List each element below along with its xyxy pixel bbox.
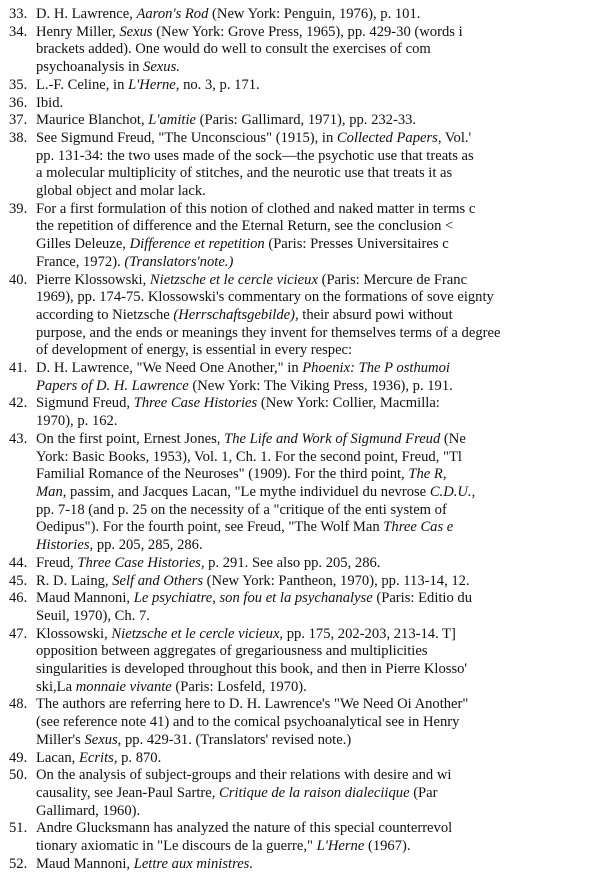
endnote-line — [36, 555, 549, 573]
endnote-line — [36, 130, 549, 148]
endnote — [0, 626, 589, 697]
endnote-line — [36, 767, 549, 785]
text-run: Henry Miller, — [36, 23, 120, 40]
italic-title: The Life and Work of Sigmund Freud — [224, 430, 441, 447]
endnote-line — [36, 820, 549, 838]
endnote-line — [36, 254, 549, 272]
endnote-line — [36, 236, 549, 254]
endnote-line — [36, 750, 549, 768]
endnote-line — [36, 59, 549, 77]
endnote-line — [36, 696, 549, 714]
endnote-number: 44. — [9, 554, 28, 571]
italic-title: Three Case Histories — [133, 395, 258, 412]
italic-title: C.D.U., — [429, 483, 476, 500]
endnote-number: 33. — [9, 6, 28, 22]
text-run: pp. 175, 202-203, 213-14. T] — [283, 625, 456, 642]
text-run: D. H. Lawrence, "We Need One Another," in — [36, 360, 303, 377]
endnote-text — [36, 395, 589, 430]
endnote — [0, 95, 589, 113]
endnote-line — [36, 838, 549, 856]
endnote — [0, 856, 589, 874]
endnote-line — [36, 626, 549, 644]
text-run: psychoanalysis in — [36, 59, 144, 76]
text-run: pp. 7-18 (and p. 25 on the necessity of a "critique of the enti system of — [36, 501, 447, 518]
endnote — [0, 750, 589, 768]
italic-title: Histories, — [36, 537, 94, 554]
endnote-line — [36, 466, 549, 484]
italic-title: Nietzsche et le cercle vicieux — [149, 271, 318, 288]
endnote-line — [36, 573, 549, 591]
endnote-line — [36, 537, 549, 555]
endnote-text — [36, 626, 589, 697]
italic-title: L'amitie — [148, 112, 196, 129]
endnote-line — [36, 289, 549, 307]
text-run: Gallimard, 1960). — [36, 802, 141, 819]
italic-title: Lettre aux ministres. — [133, 855, 254, 872]
italic-title: Sexus. — [143, 59, 180, 76]
endnote-line — [36, 218, 549, 236]
text-run: Seuil, 1970), Ch. 7. — [36, 607, 150, 624]
endnote-line — [36, 112, 549, 130]
text-run: (see reference note 41) and to the comical psychoanalytical see in Henry — [36, 714, 460, 731]
endnote-number: 52. — [9, 855, 28, 872]
endnote-line — [36, 342, 549, 360]
endnote-line — [36, 502, 549, 520]
endnote-line — [36, 661, 549, 679]
italic-title: Difference et repetition — [129, 236, 265, 253]
text-run: (New York: Grove Press, 1965), pp. 429-30 (words i — [152, 23, 463, 40]
endnote-text — [36, 820, 589, 855]
text-run: (Paris: Editio du — [372, 590, 473, 607]
endnote-line — [36, 643, 549, 661]
text-run: 1969), pp. 174-75. Klossowski's commentary on the formations of sove eignty — [36, 289, 494, 306]
text-run: 1970), p. 162. — [36, 413, 118, 430]
text-run: Maud Mannoni, — [36, 855, 134, 872]
text-run: p. 291. See also pp. 205, 286. — [204, 554, 381, 571]
text-run: passim, and Jacques Lacan, "Le mythe individuel du nevrose — [66, 483, 430, 500]
italic-title: (Translators'note.) — [124, 253, 234, 270]
endnote-number: 42. — [9, 395, 28, 412]
endnote-line — [36, 307, 549, 325]
italic-title: Three Cas e — [383, 519, 454, 536]
endnote-text — [36, 112, 589, 130]
italic-title: Sexus — [119, 23, 153, 40]
text-run: Oedipus"). For the fourth point, see Freud, "The Wolf Man — [36, 519, 384, 536]
endnote-line — [36, 785, 549, 803]
italic-title: Sexus, — [84, 731, 122, 748]
text-run: (Par — [409, 784, 438, 801]
endnote-text — [36, 77, 589, 95]
endnote-number: 45. — [9, 572, 28, 589]
endnote — [0, 820, 589, 855]
endnote-text — [36, 201, 589, 272]
endnote-number: 41. — [9, 360, 28, 377]
endnote-line — [36, 77, 549, 95]
italic-title: Self and Others — [112, 572, 204, 589]
text-run: pp. 205, 285, 286. — [93, 537, 203, 554]
text-run: (New York: Penguin, 1976), p. 101. — [208, 6, 421, 22]
italic-title: Ecrits, — [78, 749, 118, 766]
endnote-number: 34. — [9, 23, 28, 40]
text-run: (Paris: Losfeld, 1970). — [171, 678, 307, 695]
italic-title: Le psychiatre, son fou et la psychanalyse — [133, 590, 373, 607]
text-run: Andre Glucksmann has analyzed the nature of this special counterrevol — [36, 820, 453, 837]
endnote-line — [36, 679, 549, 697]
endnote-line — [36, 183, 549, 201]
endnote — [0, 696, 589, 749]
endnote-text — [36, 767, 589, 820]
endnote-text — [36, 590, 589, 625]
text-run: (New York: The Viking Press, 1936), p. 191. — [188, 377, 453, 394]
endnote-number: 43. — [9, 430, 28, 447]
endnote-line — [36, 360, 549, 378]
endnote-line — [36, 395, 549, 413]
endnote — [0, 112, 589, 130]
text-run: Pierre Klossowski, — [36, 271, 150, 288]
endnote — [0, 272, 589, 361]
italic-title: monnaie vivante — [75, 678, 172, 695]
endnote — [0, 24, 589, 77]
text-run: of development of energy, is essential in every respec: — [36, 342, 353, 359]
text-run: causality, see Jean-Paul Sartre, — [36, 784, 220, 801]
text-run: ski,La — [36, 678, 76, 695]
text-run: (New York: Collier, Macmilla: — [257, 395, 440, 412]
endnote-text — [36, 431, 589, 555]
text-run: brackets added). One would do well to consult the exercises of com — [36, 41, 431, 58]
text-run: York: Basic Books, 1953), Vol. 1, Ch. 1. For the second point, Freud, "Tl — [36, 448, 462, 465]
text-run: Miller's — [36, 731, 85, 748]
italic-title: L'Herne — [316, 838, 365, 855]
endnote-text — [36, 360, 589, 395]
text-run: France, 1972). — [36, 253, 125, 270]
text-run: global object and molar lack. — [36, 183, 206, 200]
endnote-line — [36, 803, 549, 821]
text-run: the repetition of difference and the Eternal Return, see the conclusion < — [36, 218, 454, 235]
endnote-text — [36, 856, 589, 874]
italic-title: (Herrschaftsgebilde), — [173, 306, 299, 323]
endnote — [0, 573, 589, 591]
text-run: Ibid. — [36, 94, 64, 111]
text-run: Lacan, — [36, 749, 79, 766]
endnote-line — [36, 95, 549, 113]
text-run: their absurd powi without — [298, 306, 453, 323]
endnote — [0, 395, 589, 430]
endnote-line — [36, 519, 549, 537]
endnote-number: 36. — [9, 94, 28, 111]
endnote — [0, 767, 589, 820]
endnote-text — [36, 696, 589, 749]
text-run: opposition between aggregates of gregariousness and multiplicities — [36, 643, 428, 660]
text-run: On the first point, Ernest Jones, — [36, 430, 225, 447]
endnote-line — [36, 484, 549, 502]
text-run: p. 870. — [117, 749, 162, 766]
text-run: according to Nietzsche — [36, 306, 174, 323]
endnote-number: 50. — [9, 767, 28, 784]
text-run: See Sigmund Freud, "The Unconscious" (1915), in — [36, 129, 337, 146]
endnote-text — [36, 750, 589, 768]
endnote-line — [36, 431, 549, 449]
text-run: On the analysis of subject-groups and their relations with desire and wi — [36, 767, 452, 784]
endnote-line — [36, 165, 549, 183]
endnote-text — [36, 24, 589, 77]
endnote-number: 48. — [9, 696, 28, 713]
endnote — [0, 130, 589, 201]
text-run: Sigmund Freud, — [36, 395, 134, 412]
endnote-number: 40. — [9, 271, 28, 288]
endnote-text — [36, 573, 589, 591]
endnote-line — [36, 6, 549, 24]
endnote-line — [36, 378, 549, 396]
endnote-line — [36, 449, 549, 467]
endnote-text — [36, 6, 589, 24]
italic-title: Three Case Histories, — [77, 554, 205, 571]
text-run: D. H. Lawrence, — [36, 6, 137, 22]
italic-title: The R, — [408, 466, 447, 483]
endnote-line — [36, 41, 549, 59]
text-run: Freud, — [36, 554, 78, 571]
text-run: tionary axiomatic in "Le discours de la guerre," — [36, 838, 317, 855]
endnote-line — [36, 608, 549, 626]
endnote-number: 38. — [9, 129, 28, 146]
text-run: (Paris: Mercure de Franc — [317, 271, 468, 288]
endnote-number: 46. — [9, 590, 28, 607]
text-run: Klossowski, — [36, 625, 112, 642]
text-run: (Paris: Gallimard, 1971), pp. 232-33. — [195, 112, 417, 129]
endnote-number: 51. — [9, 820, 28, 837]
text-run: (1967). — [364, 838, 411, 855]
italic-title: Critique de la raison dialeciique — [219, 784, 410, 801]
italic-title: L'Herne, — [128, 76, 180, 93]
text-run: purpose, and the ends or meanings they invent for themselves terms of a degree — [36, 324, 501, 341]
endnote-number: 49. — [9, 749, 28, 766]
endnote-text — [36, 272, 589, 361]
endnote-text — [36, 95, 589, 113]
text-run: Familial Romance of the Neuroses" (1909). For the third point, — [36, 466, 409, 483]
endnote-line — [36, 590, 549, 608]
endnote-number: 35. — [9, 76, 28, 93]
endnote-line — [36, 201, 549, 219]
text-run: R. D. Laing, — [36, 572, 113, 589]
endnote-line — [36, 24, 549, 42]
endnote-text — [36, 130, 589, 201]
endnote — [0, 555, 589, 573]
endnote-number: 47. — [9, 625, 28, 642]
text-run: For a first formulation of this notion of clothed and naked matter in terms c — [36, 200, 476, 217]
endnote — [0, 590, 589, 625]
endnote-line — [36, 325, 549, 343]
text-run: Maud Mannoni, — [36, 590, 134, 607]
endnote-text — [36, 555, 589, 573]
endnote-line — [36, 714, 549, 732]
endnote-line — [36, 272, 549, 290]
text-run: (Ne — [440, 430, 466, 447]
text-run: L.-F. Celine, in — [36, 76, 129, 93]
italic-title: Man, — [36, 483, 67, 500]
endnote-number: 37. — [9, 112, 28, 129]
endnote — [0, 431, 589, 555]
text-run: a molecular multiplicity of stitches, and the neurotic use that treats it as — [36, 165, 453, 182]
italic-title: Nietzsche et le cercle vicieux, — [111, 625, 284, 642]
text-run: (Paris: Presses Universitaires c — [264, 236, 449, 253]
text-run: Vol.' — [441, 129, 472, 146]
endnote — [0, 201, 589, 272]
endnote — [0, 77, 589, 95]
text-run: The authors are referring here to D. H. Lawrence's "We Need Oi Another" — [36, 696, 469, 713]
endnote — [0, 360, 589, 395]
text-run: (New York: Pantheon, 1970), pp. 113-14, 12. — [203, 572, 470, 589]
endnote-line — [36, 732, 549, 750]
text-run: Gilles Deleuze, — [36, 236, 130, 253]
text-run: pp. 131-34: the two uses made of the sock—the psychotic use that treats as — [36, 147, 474, 164]
text-run: Maurice Blanchot, — [36, 112, 149, 129]
italic-title: Papers of D. H. Lawrence — [36, 377, 189, 394]
text-run: singularities is developed throughout this book, and then in Pierre Klosso' — [36, 661, 468, 678]
endnote — [0, 6, 589, 24]
endnote-line — [36, 413, 549, 431]
italic-title: Aaron's Rod — [136, 6, 209, 22]
endnote-line — [36, 856, 549, 874]
endnote-number: 39. — [9, 200, 28, 217]
text-run: pp. 429-31. (Translators' revised note.) — [121, 731, 352, 748]
text-run: no. 3, p. 171. — [179, 76, 260, 93]
endnote-line — [36, 148, 549, 166]
italic-title: Collected Papers, — [336, 129, 442, 146]
italic-title: Phoenix: The P osthumoi — [302, 360, 450, 377]
